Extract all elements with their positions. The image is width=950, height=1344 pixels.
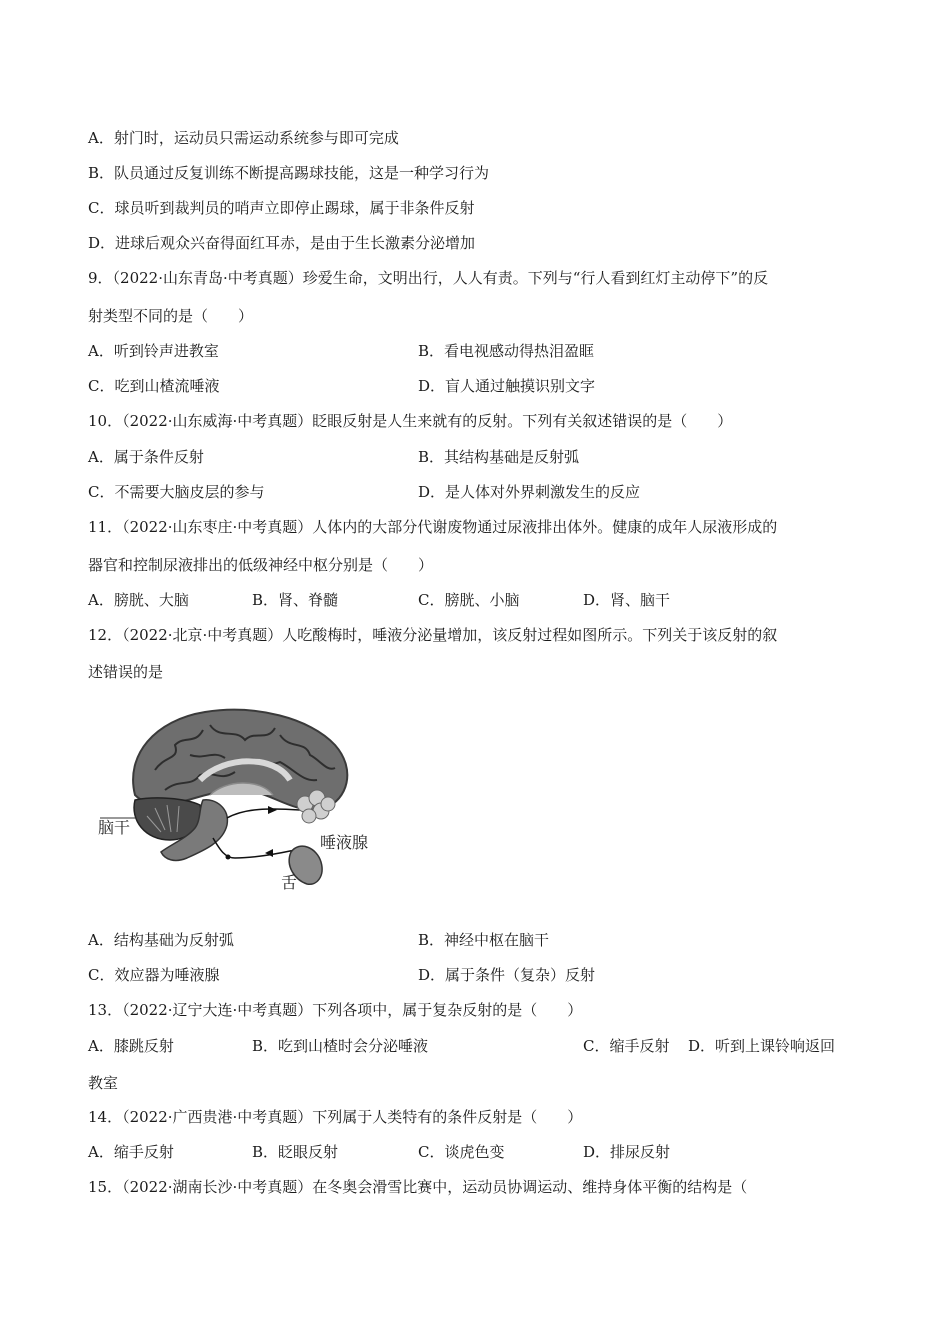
q8-option-a: A．射门时，运动员只需运动系统参与即可完成 [88, 129, 399, 147]
q8-option-d: D．进球后观众兴奋得面红耳赤，是由于生长激素分泌增加 [88, 234, 476, 252]
brain-diagram [95, 700, 395, 905]
q11-stem-line1: 11．（2022·山东枣庄·中考真题）人体内的大部分代谢废物通过尿液排出体外。健康的成年人尿液形成的 [88, 518, 778, 536]
salivary-gland-label: 唾液腺 [320, 833, 369, 852]
reflex-arc-figure [95, 700, 395, 905]
q10-option-b: B．其结构基础是反射弧 [418, 448, 580, 466]
q8-option-c: C．球员听到裁判员的哨声立即停止踢球，属于非条件反射 [88, 199, 475, 217]
brainstem-label: 脑干 [98, 818, 131, 837]
tongue-label: 舌 [281, 873, 298, 892]
q13-option-d-continued: 教室 [88, 1074, 119, 1092]
q11-option-a: A．膀胱、大脑 [88, 591, 189, 609]
q14-option-d: D．排尿反射 [583, 1143, 671, 1161]
q10-option-c: C．不需要大脑皮层的参与 [88, 483, 265, 501]
q13-option-c: C．缩手反射 [583, 1037, 670, 1055]
q12-option-b: B．神经中枢在脑干 [418, 931, 550, 949]
q9-stem-line2: 射类型不同的是（ ） [88, 307, 254, 325]
q12-option-c: C．效应器为唾液腺 [88, 966, 220, 984]
q10-option-a: A．属于条件反射 [88, 448, 204, 466]
q10-stem: 10．（2022·山东威海·中考真题）眨眼反射是人生来就有的反射。下列有关叙述错误的是（ ） [88, 412, 733, 430]
q12-option-a: A．结构基础为反射弧 [88, 931, 234, 949]
q13-stem: 13．（2022·辽宁大连·中考真题）下列各项中，属于复杂反射的是（ ） [88, 1001, 583, 1019]
q13-option-d: D．听到上课铃响返回 [688, 1037, 836, 1055]
q12-stem-line2: 述错误的是 [88, 663, 164, 681]
q12-option-d: D．属于条件（复杂）反射 [418, 966, 596, 984]
q10-option-d: D．是人体对外界刺激发生的反应 [418, 483, 641, 501]
q13-option-b: B．吃到山楂时会分泌唾液 [252, 1037, 429, 1055]
q9-option-b: B．看电视感动得热泪盈眶 [418, 342, 595, 360]
q13-option-a: A．膝跳反射 [88, 1037, 174, 1055]
q14-stem: 14．（2022·广西贵港·中考真题）下列属于人类特有的条件反射是（ ） [88, 1108, 583, 1126]
q14-option-b: B．眨眼反射 [252, 1143, 339, 1161]
q12-stem-line1: 12．（2022·北京·中考真题）人吃酸梅时，唾液分泌量增加，该反射过程如图所示。下列关于该反射的叙 [88, 626, 778, 644]
q14-option-c: C．谈虎色变 [418, 1143, 505, 1161]
q9-option-a: A．听到铃声进教室 [88, 342, 219, 360]
q15-stem: 15．（2022·湖南长沙·中考真题）在冬奥会滑雪比赛中，运动员协调运动、维持身体平衡的结构是（ [88, 1178, 748, 1196]
q9-stem-line1: 9．（2022·山东青岛·中考真题）珍爱生命，文明出行，人人有责。下列与“行人看到红灯主动停下”的反 [88, 269, 769, 287]
q9-option-c: C．吃到山楂流唾液 [88, 377, 220, 395]
q11-option-d: D．肾、脑干 [583, 591, 671, 609]
q8-option-b: B．队员通过反复训练不断提高踢球技能，这是一种学习行为 [88, 164, 490, 182]
q11-option-b: B．肾、脊髓 [252, 591, 339, 609]
q11-option-c: C．膀胱、小脑 [418, 591, 520, 609]
q11-stem-line2: 器官和控制尿液排出的低级神经中枢分别是（ ） [88, 556, 434, 574]
q14-option-a: A．缩手反射 [88, 1143, 174, 1161]
q9-option-d: D．盲人通过触摸识别文字 [418, 377, 596, 395]
